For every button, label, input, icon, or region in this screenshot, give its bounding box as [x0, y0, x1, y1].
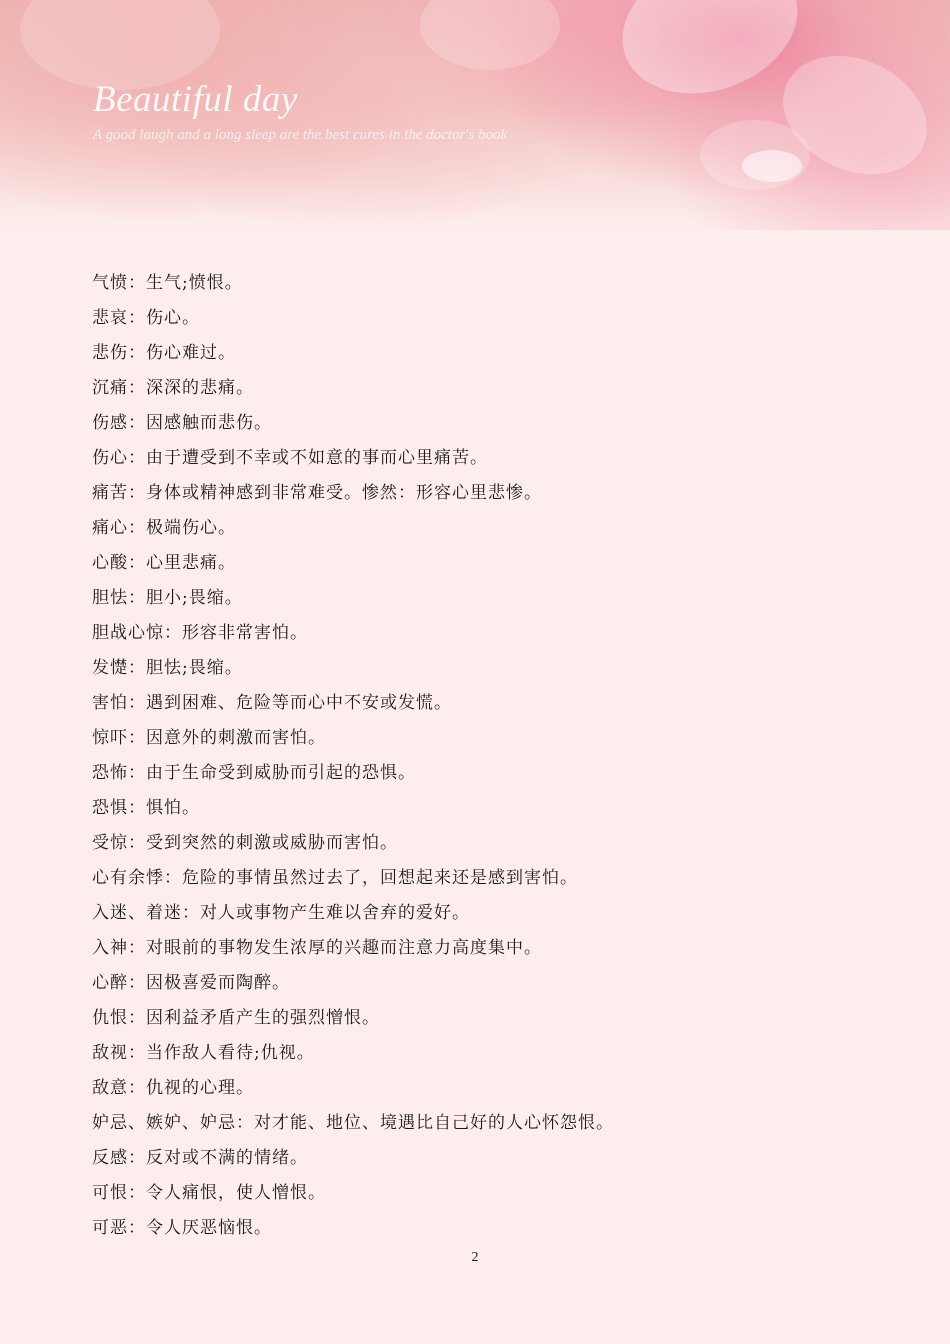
definition-entry: 恐惧：惧怕。 [92, 798, 200, 818]
definition-entry: 妒忌、嫉妒、妒忌：对才能、地位、境遇比自己好的人心怀怨恨。 [92, 1113, 614, 1133]
definition-entry: 仇恨：因利益矛盾产生的强烈憎恨。 [92, 1008, 380, 1028]
definition-entry: 悲哀：伤心。 [92, 308, 200, 328]
flower-petal-decoration [20, 0, 220, 90]
definition-entry: 伤心：由于遭受到不幸或不如意的事而心里痛苦。 [92, 448, 488, 468]
flower-stamen-decoration [742, 150, 802, 182]
definition-list [92, 266, 872, 1246]
definition-entry: 心醉：因极喜爱而陶醉。 [92, 973, 290, 993]
definition-entry: 惊吓：因意外的刺激而害怕。 [92, 728, 326, 748]
header-title: Beautiful day [93, 79, 298, 120]
definition-entry: 心有余悸：危险的事情虽然过去了，回想起来还是感到害怕。 [92, 868, 578, 888]
definition-entry: 痛心：极端伤心。 [92, 518, 236, 538]
definition-entry: 气愤：生气;愤恨。 [92, 273, 243, 293]
definition-entry: 伤感：因感触而悲伤。 [92, 413, 272, 433]
definition-entry: 胆战心惊：形容非常害怕。 [92, 623, 308, 643]
definition-entry: 可恶：令人厌恶恼恨。 [92, 1218, 272, 1238]
definition-entry: 入迷、着迷：对人或事物产生难以舍弃的爱好。 [92, 903, 470, 923]
flower-petal-decoration [420, 0, 560, 70]
definition-entry: 悲伤：伤心难过。 [92, 343, 236, 363]
definition-entry: 敌意：仇视的心理。 [92, 1078, 254, 1098]
definition-entry: 痛苦：身体或精神感到非常难受。惨然：形容心里悲惨。 [92, 483, 542, 503]
definition-entry: 胆怯：胆小;畏缩。 [92, 588, 243, 608]
definition-entry: 反感：反对或不满的情绪。 [92, 1148, 308, 1168]
definition-entry: 心酸：心里悲痛。 [92, 553, 236, 573]
definition-entry: 发憷：胆怯;畏缩。 [92, 658, 243, 678]
definition-entry: 沉痛：深深的悲痛。 [92, 378, 254, 398]
page-number: 2 [471, 1250, 479, 1265]
definition-entry: 可恨：令人痛恨，使人憎恨。 [92, 1183, 326, 1203]
decorative-header-banner [0, 0, 950, 230]
definition-entry: 恐怖：由于生命受到威胁而引起的恐惧。 [92, 763, 416, 783]
definition-entry: 害怕：遇到困难、危险等而心中不安或发慌。 [92, 693, 452, 713]
header-subtitle: A good laugh and a long sleep are the best cures in the doctor's book [93, 127, 508, 143]
definition-entry: 入神：对眼前的事物发生浓厚的兴趣而注意力高度集中。 [92, 938, 542, 958]
definition-entry: 受惊：受到突然的刺激或威胁而害怕。 [92, 833, 398, 853]
definition-entry: 敌视：当作敌人看待;仇视。 [92, 1043, 315, 1063]
